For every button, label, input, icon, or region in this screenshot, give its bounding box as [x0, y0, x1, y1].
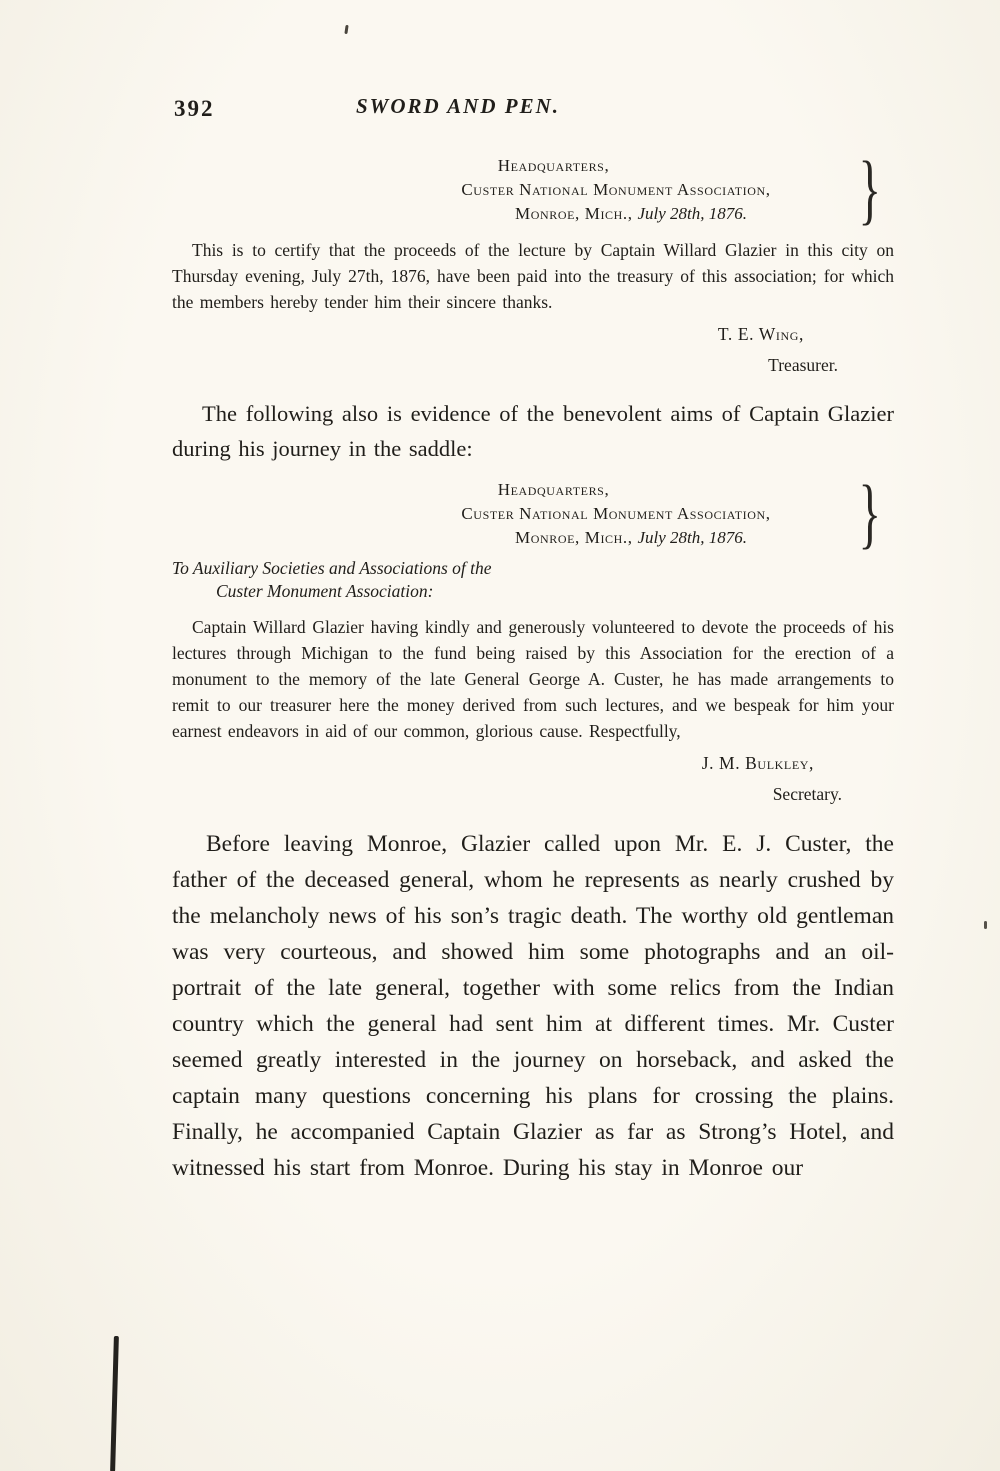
running-title: SWORD AND PEN. — [356, 94, 560, 118]
letterhead-dateline — [370, 526, 862, 550]
appeal-salutation — [172, 557, 894, 603]
scan-artifact-page-edge — [110, 1336, 119, 1471]
letterhead-certificate — [370, 145, 881, 232]
brace-glyph: } — [858, 145, 881, 232]
letterhead-org-line: Headquarters, — [497, 156, 610, 175]
scan-artifact-top — [344, 25, 348, 34]
letter-certificate — [172, 145, 894, 381]
letterhead-place: Monroe, Mich., — [514, 204, 638, 223]
scan-artifact-right — [984, 921, 987, 929]
letter-appeal — [172, 469, 894, 810]
certificate-body-text: This is to certify that the proceeds of the lecture by Captain Willard Glazier in this city on Thursday evening, July 27th, 1876, have been paid into the treasury of this association; for which the members hereby tender him their sincere thanks. — [172, 240, 894, 312]
letterhead-org-line: Headquarters, — [497, 480, 610, 499]
letterhead-association-line: Custer National Monument Association, — [461, 504, 771, 523]
main-narrative-paragraph: Before leaving Monroe, Glazier called upon Mr. E. J. Custer, the father of the deceased general, whom he represents as nearly crushed by the melancholy news of his son’s tragic death. The worthy old gentleman was very courteous, and showed him some photographs and an oil-portrait of the late general, together with some relics from the Indian country which the general had sent him at different times. Mr. Custer seemed greatly interested in the journey on horseback, and asked the captain many questions concerning his plans for crossing the plains. Finally, he accompanied Captain Glazier as far as Strong’s Hotel, and witnessed his start from Monroe. During his stay in Monroe our — [172, 831, 894, 1181]
appeal-signature-title: Secretary. — [772, 784, 842, 804]
letterhead-place: Monroe, Mich., — [514, 528, 638, 547]
page-header — [172, 92, 894, 138]
brace-glyph: } — [858, 469, 881, 556]
letterhead-dateline — [370, 202, 862, 226]
letterhead-association-line: Custer National Monument Association, — [461, 180, 771, 199]
certificate-signature-name: T. E. Wing, — [717, 324, 804, 344]
certificate-signature-title: Treasurer. — [768, 355, 838, 375]
salutation-line-2: Custer Monument Association: — [216, 581, 434, 601]
appeal-signature-name: J. M. Bulkley, — [701, 753, 814, 773]
appeal-body-text: Captain Willard Glazier having kindly and generously volunteered to devote the proceeds of his lectures through Michigan to the fund being raised by this Association for the erection of a monument to the memory of the late General George A. Custer, he has made arrangements to remit to our treasurer here the money derived from such lectures, and we bespeak for him your earnest endeavors in aid of our common, glorious cause. Respectfully, — [172, 617, 894, 741]
letterhead-date: July 28th, 1876. — [637, 204, 748, 223]
salutation-line-1: To Auxiliary Societies and Associations of the — [172, 558, 492, 578]
interlude-paragraph: The following also is evidence of the benevolent aims of Captain Glazier during his journey in the saddle: — [172, 401, 894, 461]
page-number: 392 — [174, 96, 215, 121]
letterhead-date: July 28th, 1876. — [637, 528, 748, 547]
letterhead-appeal — [370, 469, 881, 556]
page-content — [172, 92, 894, 1210]
